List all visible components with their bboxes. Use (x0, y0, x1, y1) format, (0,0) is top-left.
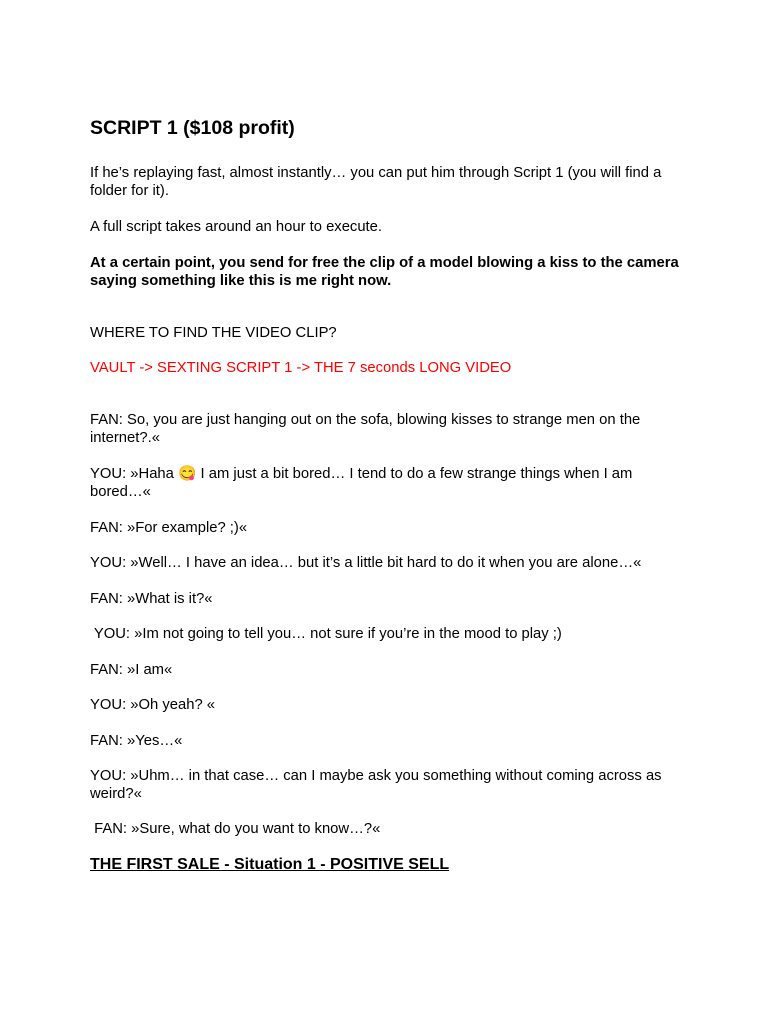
dialogue-line-5: FAN: »What is it?« (90, 591, 213, 607)
dialogue-line-7: FAN: »I am« (90, 662, 173, 678)
dialogue-line-1: FAN: So, you are just hanging out on the sofa, blowing kisses to strange men on the internet?.« (90, 412, 641, 446)
section-heading: THE FIRST SALE - Situation 1 - POSITIVE SELL (90, 856, 450, 873)
vault-path: VAULT -> SEXTING SCRIPT 1 -> THE 7 seconds LONG VIDEO (90, 360, 512, 376)
dialogue-line-8: YOU: »Oh yeah? « (90, 697, 216, 713)
dialogue-line-11: FAN: »Sure, what do you want to know…?« (90, 821, 381, 837)
intro-paragraph-2: A full script takes around an hour to execute. (90, 219, 382, 235)
dialogue-line-3: FAN: »For example? ;)« (90, 520, 248, 536)
dialogue-line-9: FAN: »Yes…« (90, 733, 183, 749)
document-title: SCRIPT 1 ($108 profit) (90, 117, 295, 139)
intro-paragraph-1: If he’s replaying fast, almost instantly… you can put him through Script 1 (you will find a folder for it). (90, 165, 662, 199)
document-page (90, 116, 680, 875)
where-heading: WHERE TO FIND THE VIDEO CLIP? (90, 325, 337, 341)
dialogue-line-2: YOU: »Haha 😋 I am just a bit bored… I tend to do a few strange things when I am bored…« (90, 466, 633, 500)
dialogue-line-6: YOU: »Im not going to tell you… not sure if you’re in the mood to play ;) (90, 626, 562, 642)
dialogue-line-10: YOU: »Uhm… in that case… can I maybe ask you something without coming across as weird?« (90, 768, 662, 802)
dialogue-line-4: YOU: »Well… I have an idea… but it’s a little bit hard to do it when you are alone…« (90, 555, 642, 571)
bold-note: At a certain point, you send for free the clip of a model blowing a kiss to the camera saying something like this is me right now. (90, 255, 679, 289)
